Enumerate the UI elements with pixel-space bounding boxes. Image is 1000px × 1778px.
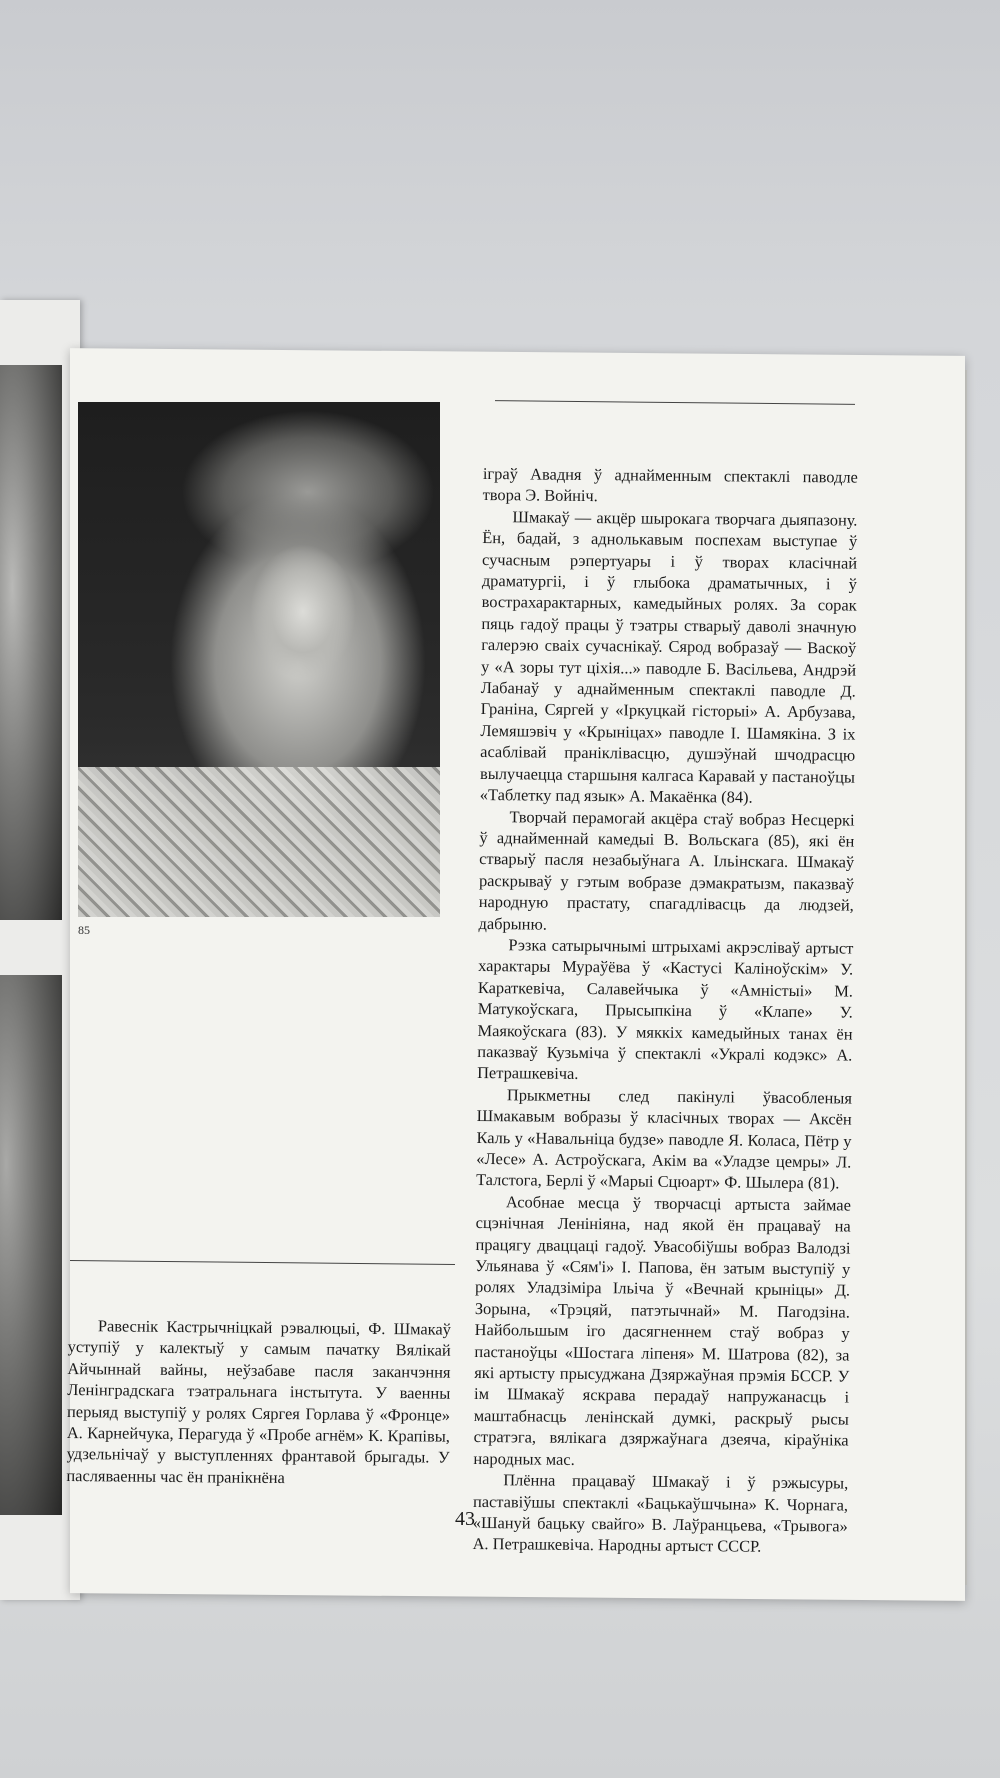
paragraph: Плённа працаваў Шмакаў і ў рэжысуры, паставіўшы спектаклі «Бацькаўшчына» К. Чорнага, «Шануй бацьку свайго» В. Лаўранцьева, «Трывога» А. Петрашкевіча. Народны артыст СССР. xyxy=(472,1470,849,1557)
paragraph: Прыкметны след пакінулі ўвасобленыя Шмакавым вобразы ў класічных творах — Аксён Каль у «Навальніца будзе» паводле Я. Коласа, Пётр у «Лесе» А. Астроўскага, Акім ва «Уладзе цемры» Л. Талстога, Берлі ў «Марыі Сцюарт» Ф. Шылера (81). xyxy=(476,1085,853,1193)
actor-portrait-photo xyxy=(78,402,440,917)
left-page-photo-top xyxy=(0,365,62,920)
right-text-column xyxy=(473,463,858,1558)
page-number: 43 xyxy=(455,1508,475,1530)
left-text-column xyxy=(66,1315,451,1490)
paragraph: Шмакаў — акцёр шырокага творчага дыяпазону. Ён, бадай, з аднолькавым поспехам выступае ў сучасным рэпертуары і ў творах класічнай драматургіі, і ў глыбока драматычных, і ў вострахарактарных, камедыйных ролях. За сорак пяць гадоў працы ў тэатры стварыў даволі значную галерэю сваіх сучаснікаў. Сярод вобразаў — Васкоў у «А зоры тут ціхія...» паводле Б. Васільева, Андрэй Лабанаў у аднайменным спектаклі паводле Д. Граніна, Сяргей у «Іркуцкай гісторыі» А. Арбузава, Лемяшэвіч у «Крыніцах» паводле І. Шамякіна. З іх асаблівай праніклівасцю, душэўнай шчодрасцю вылучаецца старшыня калгаса Каравай у пастаноўцы «Таблетку пад язык» А. Макаёнка (84). xyxy=(479,507,858,807)
paragraph: Равеснік Кастрычніцкай рэвалюцыі, Ф. Шмакаў уступіў у калектыў у самым пачатку Вялікай Айчыннай вайны, неўзабаве пасля заканчэння Ленінградскага тэатральнага інстытута. У ваенны перыяд выступіў у ролях Сяргея Горлава ў «Фронце» А. Карнейчука, Перагуда ў «Пробе агнём» К. Крапівы, удзельнічаў у выступленнях франтавой брыгады. У пасляваенны час ён пранікнёна xyxy=(66,1316,451,1487)
paragraph: Творчай перамогай акцёра стаў вобраз Несцеркі ў аднайменнай камедыі В. Вольскага (85), які ён стварыў пасля незабыўнага А. Ільінскага. Шмакаў раскрываў у гэтым вобразе дэмакратызм, паказваў народную прастату, спагадлівасць да людзей, дабрыню. xyxy=(478,806,855,934)
figure-number: 85 xyxy=(78,923,90,937)
paragraph: іграў Авадня ў аднайменным спектаклі паводле твора Э. Войніч. xyxy=(482,463,858,506)
embroidered-shirt xyxy=(78,767,440,917)
paragraph: Асобнае месца ў творчасці артыста займае сцэнічная Ленініяна, над якой ён працаваў на працягу дваццаці гадоў. Увасобіўшы вобраз Валодзі Ульянава ў «Сям'і» І. Папова, ён затым выступіў у ролях Уладзіміра Ільіча ў «Вечнай крыніцы» Д. Зорына, «Трэцяй, патэтычнай» М. Пагодзіна. Найбольшым іго дасягненнем стаў вобраз у пастаноўцы «Шостага ліпеня» М. Шатрова (82), за які артысту прысуджана Дзяржаўная прэмія БССР. У ім Шмакаў яскрава перадаў напружанасць і маштабнасць ленінскай думкі, раскрыў рысы стратэга, вялікага дзяржаўнага дзеяча, кіраўніка народных мас. xyxy=(473,1192,851,1469)
left-page-photo-bottom xyxy=(0,975,62,1515)
paragraph: Рэзка сатырычнымі штрыхамі акрэсліваў артыст характары Мураўёва ў «Кастусі Каліноўскім» У. Караткевіча, Салавейчыка ў «Амністыі» М. Матукоўскага, Прысыпкіна ў «Клапе» У. Маякоўскага (83). У мяккіх камедыйных танах ён паказваў Кузьміча ў спектаклі «Укралі кодэкс» А. Петрашкевіча. xyxy=(477,935,854,1084)
